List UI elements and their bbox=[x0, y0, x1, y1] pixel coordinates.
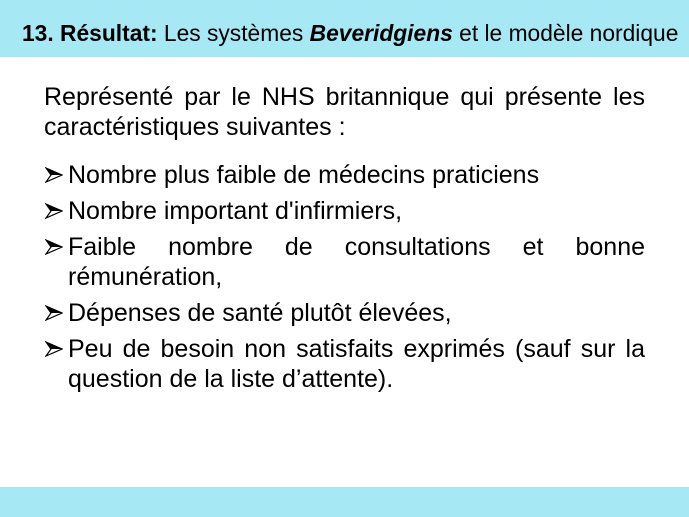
bullet-text: Faible nombre de consultations et bonne rémunération, bbox=[68, 233, 645, 291]
bullet-item bbox=[44, 334, 645, 394]
bullet-list bbox=[44, 160, 645, 400]
bullet-text: Peu de besoin non satisfaits exprimés (sauf sur la question de la liste d’attente). bbox=[68, 335, 645, 393]
bullet-item bbox=[44, 196, 645, 226]
title-emphasis: Beveridgiens bbox=[309, 20, 453, 46]
bullet-item bbox=[44, 160, 645, 190]
title-number-label: 13. Résultat: bbox=[22, 20, 158, 46]
arrow-bullet-icon bbox=[45, 305, 63, 321]
arrow-bullet-icon bbox=[45, 239, 63, 255]
arrow-bullet-icon bbox=[45, 167, 63, 183]
footer-band bbox=[0, 487, 689, 517]
bullet-item bbox=[44, 298, 645, 328]
bullet-text: Dépenses de santé plutôt élevées, bbox=[68, 299, 452, 327]
bullet-text: Nombre important d'infirmiers, bbox=[68, 197, 403, 225]
arrow-bullet-icon bbox=[45, 341, 63, 357]
title-text-tail: et le modèle nordique bbox=[459, 20, 679, 46]
bullet-item bbox=[44, 232, 645, 292]
arrow-bullet-icon bbox=[45, 203, 63, 219]
title-text: Les systèmes bbox=[163, 20, 304, 46]
intro-paragraph: Représenté par le NHS britannique qui présente les caractéristiques suivantes : bbox=[44, 83, 645, 141]
bullet-text: Nombre plus faible de médecins praticiens bbox=[68, 161, 540, 189]
slide-title bbox=[22, 18, 678, 48]
